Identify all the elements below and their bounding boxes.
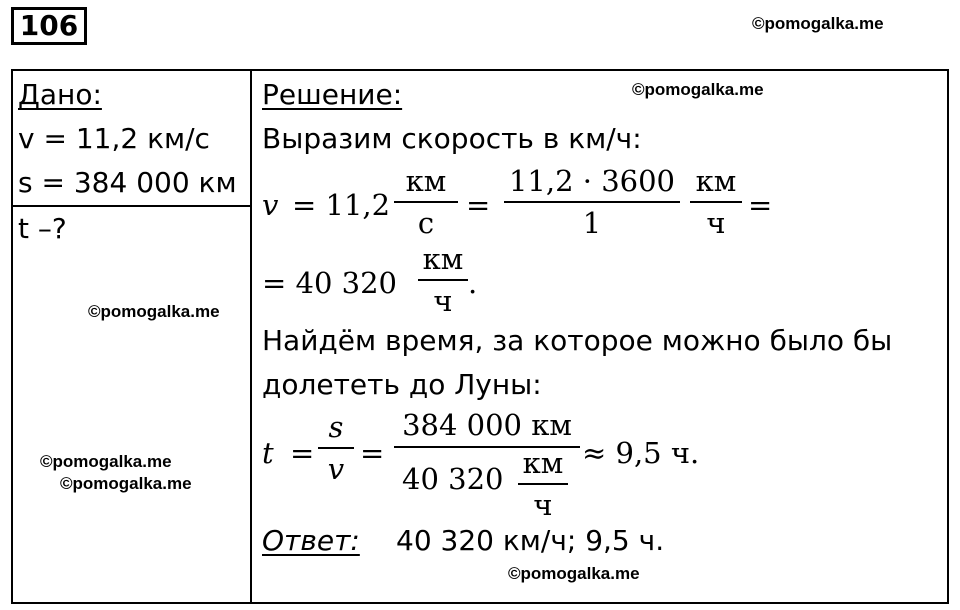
watermark-left-1: ©pomogalka.me	[88, 302, 220, 321]
eq3-equals-2: =	[360, 436, 385, 470]
watermark-left-2: ©pomogalka.me	[40, 452, 172, 471]
fraction-numerator: км	[522, 446, 564, 480]
fraction-bar	[318, 447, 354, 449]
problem-number: 106	[11, 7, 87, 45]
step2-text-line1: Найдём время, за которое можно было бы	[262, 324, 893, 357]
fraction-denominator: ч	[533, 488, 553, 522]
eq1-tail: =	[748, 188, 773, 222]
fraction-denominator: ч	[433, 284, 453, 318]
fraction-bar	[518, 483, 568, 485]
eq3-equals-1: =	[290, 436, 315, 470]
solution-heading: Решение:	[262, 78, 403, 111]
eq2-fraction-km-per-h	[418, 242, 468, 318]
fraction-bar	[690, 201, 742, 203]
find-time: t –?	[18, 212, 67, 245]
fraction-bar	[394, 201, 458, 203]
answer-label: Ответ:	[262, 524, 360, 557]
eq1-fraction-conversion	[504, 164, 680, 240]
watermark-solution: ©pomogalka.me	[632, 80, 764, 99]
eq1-fraction-km-per-h	[690, 164, 742, 240]
denominator-value: 40 320	[402, 462, 504, 496]
watermark-bottom: ©pomogalka.me	[508, 564, 640, 583]
step2-text-line2: долететь до Луны:	[262, 368, 542, 401]
watermark-top-right: ©pomogalka.me	[752, 14, 884, 33]
given-find-divider	[11, 205, 252, 207]
fraction-bar	[504, 201, 680, 203]
eq3-fraction-distance-over-speed	[394, 408, 580, 522]
eq1-lhs: v	[262, 188, 279, 222]
fraction-numerator: км	[405, 164, 447, 198]
fraction-denominator: 1	[582, 206, 602, 240]
step1-text: Выразим скорость в км/ч:	[262, 122, 642, 155]
eq1-fraction-km-per-s	[394, 164, 458, 240]
fraction-denominator: ч	[706, 206, 726, 240]
given-heading: Дано:	[18, 78, 102, 111]
eq3-fraction-s-over-v	[318, 410, 354, 486]
eq3-lhs: t	[262, 436, 274, 470]
answer-text: 40 320 км/ч; 9,5 ч.	[396, 524, 665, 557]
column-divider	[250, 69, 252, 604]
fraction-numerator: км	[695, 164, 737, 198]
given-distance: s = 384 000 км	[18, 166, 237, 199]
fraction-numerator: км	[422, 242, 464, 276]
fraction-denominator: с	[417, 206, 435, 240]
watermark-left-3: ©pomogalka.me	[60, 474, 192, 493]
fraction-numerator: s	[328, 410, 344, 444]
fraction-numerator: 384 000 км	[402, 408, 572, 442]
fraction-bar	[418, 279, 468, 281]
eq2-value: = 40 320	[262, 266, 397, 300]
eq1-value: = 11,2	[292, 188, 391, 222]
denominator-unit-fraction	[518, 446, 568, 522]
eq3-result: ≈ 9,5 ч.	[582, 436, 700, 470]
fraction-denominator: v	[327, 452, 345, 486]
eq1-equals: =	[466, 188, 491, 222]
given-velocity: v = 11,2 км/с	[18, 122, 210, 155]
eq2-tail: .	[468, 266, 478, 300]
fraction-numerator: 11,2 · 3600	[508, 164, 676, 198]
fraction-denominator	[394, 446, 580, 522]
